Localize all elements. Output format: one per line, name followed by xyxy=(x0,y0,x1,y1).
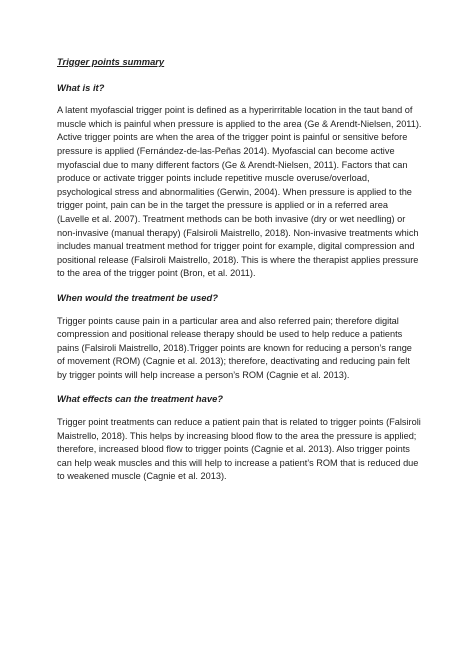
section-body-what-is-it: A latent myofascial trigger point is defined as a hyperirritable location in the taut band of muscle which is painful when pressure is applied to the area (Ge & Arendt-Nielsen, 2011). Active trigger points are when the area of the trigger point is painful or sensitive before pressure is applied (Fernández-de-las-Peñas 2014). Myofascial can become active myofascial due to many different factors (Ge & Arendt-Nielsen, 2011). Factors that can produce or activate trigger points include repetitive muscle overuse/overload, psychological stress and abnormalities (Gerwin, 2004). When pressure is applied to the trigger point, pain can be in the target the pressure is applied or in a referred area (Lavelle et al. 2007). Treatment methods can be both invasive (dry or wet needling) or non-invasive (manual therapy) (Falsiroli Maistrello, 2018). Non-invasive treatments which includes manual treatment method for trigger point for example, digital compression and positional release (Falsiroli Maistrello, 2018). This is where the therapist applies pressure to the area of the trigger point (Bron, et al. 2011). xyxy=(57,105,422,279)
section-heading-what-is-it: What is it? xyxy=(57,81,105,93)
section-heading-effects: What effects can the treatment have? xyxy=(57,393,224,405)
document-content xyxy=(57,55,422,494)
section-body-effects: Trigger point treatments can reduce a patient pain that is related to trigger points (Falsiroli Maistrello, 2018). This helps by increasing blood flow to the area the pressure is applied; therefore, increased blood flow to trigger points (Cagnie et al. 2013). Also trigger points can help weak muscles and this will help to increase a patient’s ROM that is reduced due to weakened muscle (Cagnie et al. 2013). xyxy=(57,417,421,482)
section-heading-when-used: When would the treatment be used? xyxy=(57,291,218,303)
section-body-when-used: Trigger points cause pain in a particular area and also referred pain; therefore digital compression and positional release therapy should be used to help reduce a patients pains (Falsiroli Maistrello, 2018).Trigger points are known for reducing a person’s range of movement (ROM) (Cagnie et al. 2013); therefore, deactivating and reducing pain felt by trigger points will help increase a person’s ROM (Cagnie et al. 2013). xyxy=(57,315,412,380)
document-title: Trigger points summary xyxy=(57,56,165,67)
